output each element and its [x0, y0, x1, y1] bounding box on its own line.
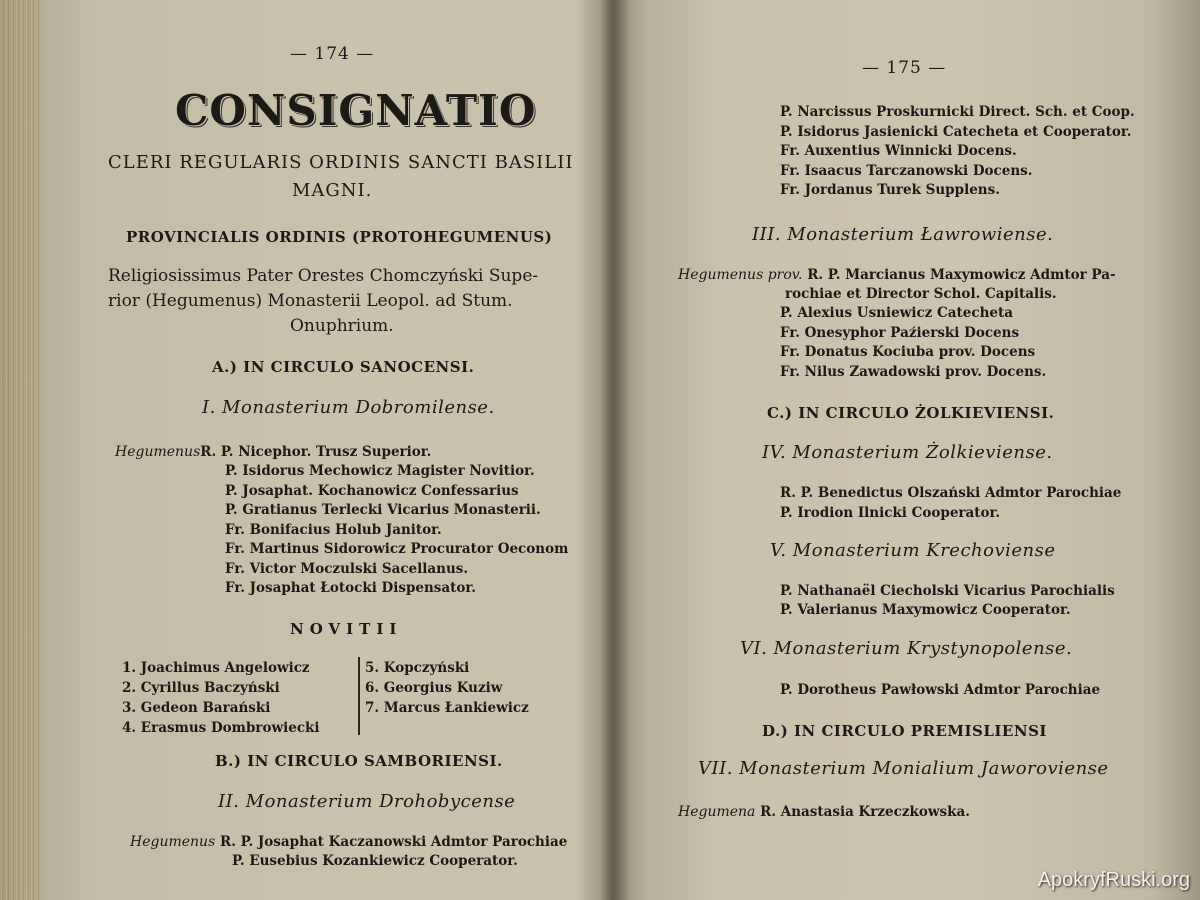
subtitle-line-2: MAGNI.: [292, 180, 373, 201]
top-entry: Fr. Auxentius Winnicki Docens.: [780, 143, 1017, 159]
monasterium-5-entry: P. Valerianus Maxymowicz Cooperator.: [780, 602, 1071, 618]
novitius-item: 4. Erasmus Dombrowiecki: [122, 720, 320, 736]
circulo-a-heading: A.) IN CIRCULO SANOCENSI.: [212, 358, 475, 376]
monasterium-3-entry: Fr. Onesyphor Paźierski Docens: [780, 325, 1020, 341]
monasterium-2-heading: II. Monasterium Drohobycense: [218, 791, 516, 812]
monasterium-1-entry: Fr. Josaphat Łotocki Dispensator.: [225, 580, 476, 596]
monasterium-1-entry: Fr. Victor Moczulski Sacellanus.: [225, 561, 469, 577]
top-entry: Fr. Jordanus Turek Supplens.: [780, 182, 1000, 198]
provincialis-line-2: rior (Hegumenus) Monasterii Leopol. ad Stum.: [108, 291, 513, 311]
novitii-divider: [358, 657, 360, 735]
top-entry: P. Narcissus Proskurnicki Direct. Sch. et Coop.: [780, 104, 1135, 120]
provincialis-line-3: Onuphrium.: [290, 316, 394, 336]
monasterium-3-entry: rochiae et Director Schol. Capitalis.: [785, 286, 1057, 302]
monasterium-1-entry: Fr. Bonifacius Holub Janitor.: [225, 522, 442, 538]
monasterium-3-heading: III. Monasterium Ławrowiense.: [752, 224, 1054, 245]
novitius-item: 6. Georgius Kuziw: [365, 680, 503, 696]
monasterium-4-heading: IV. Monasterium Żolkieviense.: [762, 442, 1053, 463]
monasterium-2-entry: Hegumenus R. P. Josaphat Kaczanowski Admtor Parochiae: [130, 834, 568, 850]
top-entry: P. Isidorus Jasienicki Catecheta et Cooperator.: [780, 124, 1132, 140]
monasterium-5-entry: P. Nathanaël Ciecholski Vicarius Parochialis: [780, 583, 1115, 599]
page-edges: [0, 0, 40, 900]
novitii-heading: NOVITII: [290, 620, 403, 638]
provincialis-line-1: Religiosissimus Pater Orestes Chomczyński Supe-: [108, 266, 539, 286]
monasterium-3-entry: Hegumenus prov. R. P. Marcianus Maxymowicz Admtor Pa-: [678, 267, 1116, 283]
page-number-left: — 174 —: [290, 44, 375, 64]
monasterium-3-entry: Fr. Donatus Kociuba prov. Docens: [780, 344, 1036, 360]
monasterium-1-entry: P. Gratianus Terlecki Vicarius Monasterii.: [225, 502, 541, 518]
monasterium-3-entry: P. Alexius Usniewicz Catecheta: [780, 305, 1013, 321]
subtitle-line-1: CLERI REGULARIS ORDINIS SANCTI BASILII: [108, 152, 574, 173]
novitius-item: 7. Marcus Łankiewicz: [365, 700, 529, 716]
monasterium-6-heading: VI. Monasterium Krystynopolense.: [740, 638, 1073, 659]
circulo-c-heading: C.) IN CIRCULO ŻOLKIEVIENSI.: [767, 404, 1055, 422]
top-entry: Fr. Isaacus Tarczanowski Docens.: [780, 163, 1033, 179]
monasterium-1-entry: P. Josaphat. Kochanowicz Confessarius: [225, 483, 519, 499]
monasterium-1-entry: P. Isidorus Mechowicz Magister Novitior.: [225, 463, 535, 479]
monasterium-4-entry: P. Irodion Ilnicki Cooperator.: [780, 505, 1001, 521]
right-page: [630, 0, 1190, 900]
novitius-item: 5. Kopczyński: [365, 660, 470, 676]
monasterium-7-entry: Hegumena R. Anastasia Krzeczkowska.: [678, 804, 970, 820]
monasterium-4-entry: R. P. Benedictus Olszański Admtor Parochiae: [780, 485, 1122, 501]
novitius-item: 1. Joachimus Angelowicz: [122, 660, 310, 676]
left-page: [60, 0, 605, 900]
monasterium-2-entry: P. Eusebius Kozankiewicz Cooperator.: [232, 853, 518, 869]
monasterium-6-entry: P. Dorotheus Pawłowski Admtor Parochiae: [780, 682, 1101, 698]
monasterium-1-entry: HegumenusR. P. Nicephor. Trusz Superior.: [115, 444, 432, 460]
page-title: CONSIGNATIO: [175, 86, 537, 135]
monasterium-3-entry: Fr. Nilus Zawadowski prov. Docens.: [780, 364, 1047, 380]
monasterium-1-heading: I. Monasterium Dobromilense.: [202, 397, 495, 418]
page-number-right: — 175 —: [862, 58, 947, 78]
circulo-b-heading: B.) IN CIRCULO SAMBORIENSI.: [215, 752, 503, 770]
novitius-item: 3. Gedeon Barański: [122, 700, 271, 716]
monasterium-1-entry: Fr. Martinus Sidorowicz Procurator Oeconom: [225, 541, 569, 557]
provincialis-heading: PROVINCIALIS ORDINIS (PROTOHEGUMENUS): [126, 228, 553, 246]
monasterium-7-heading: VII. Monasterium Monialium Jaworoviense: [698, 758, 1109, 779]
circulo-d-heading: D.) IN CIRCULO PREMISLIENSI: [762, 722, 1047, 740]
monasterium-5-heading: V. Monasterium Krechoviense: [770, 540, 1056, 561]
novitius-item: 2. Cyrillus Baczyński: [122, 680, 280, 696]
watermark: ApokryfRuski.org: [1037, 869, 1190, 891]
